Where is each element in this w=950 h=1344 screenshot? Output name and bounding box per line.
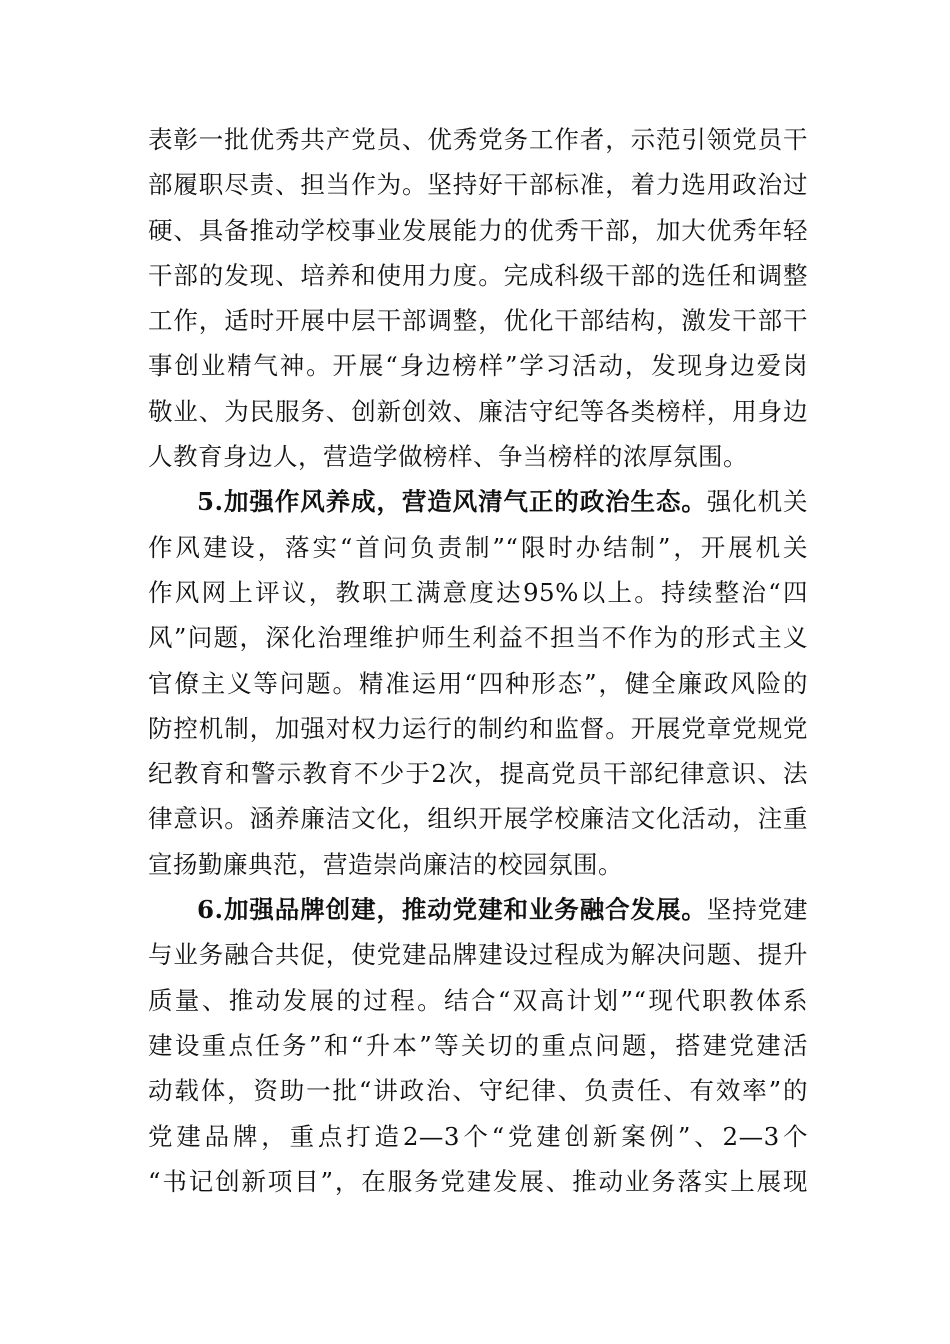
text-line	[148, 117, 808, 162]
body-text: 作风网上评议，教职工满意度达95%以上。持续整治“四	[148, 577, 808, 607]
body-text: 党建品牌，重点打造2—3个“党建创新案例”、2—3个	[148, 1121, 808, 1151]
text-line	[148, 661, 808, 706]
text-line	[148, 298, 808, 343]
body-text: 硬、具备推动学校事业发展能力的优秀干部，加大优秀年轻	[148, 215, 808, 245]
text-line	[148, 1159, 808, 1204]
body-text: 敬业、为民服务、创新创效、廉洁守纪等各类榜样，用身边	[148, 396, 808, 426]
body-text: 表彰一批优秀共产党员、优秀党务工作者，示范引领党员干	[148, 125, 808, 154]
body-text: 质量、推动发展的过程。结合“双高计划”“现代职教体系	[148, 985, 808, 1015]
text-line	[148, 706, 808, 751]
text-line	[148, 796, 808, 841]
body-text: 动载体，资助一批“讲政治、守纪律、负责任、有效率”的	[148, 1076, 808, 1106]
body-text: 官僚主义等问题。精准运用“四种形态”，健全廉政风险的	[148, 668, 808, 698]
body-text: 事创业精气神。开展“身边榜样”学习活动，发现身边爱岗	[148, 351, 808, 381]
body-text: 律意识。涵养廉洁文化，组织开展学校廉洁文化活动，注重	[148, 804, 808, 834]
body-text: 干部的发现、培养和使用力度。完成科级干部的选任和调整	[148, 260, 808, 290]
text-line	[148, 842, 808, 887]
body-text: 防控机制，加强对权力运行的制约和监督。开展党章党规党	[148, 713, 808, 743]
body-text: 宣扬勤廉典范，营造崇尚廉洁的校园氛围。	[148, 849, 623, 879]
body-text: 坚持党建	[706, 895, 808, 925]
text-line	[148, 751, 808, 796]
body-text: 部履职尽责、担当作为。坚持好干部标准，着力选用政治过	[148, 170, 808, 200]
text-line	[148, 208, 808, 253]
body-text: 与业务融合共促，使党建品牌建设过程成为解决问题、提升	[148, 940, 808, 970]
text-line	[148, 253, 808, 298]
text-line	[148, 1068, 808, 1113]
body-text: 风”问题，深化治理维护师生利益不担当不作为的形式主义	[148, 623, 808, 653]
text-line	[148, 932, 808, 977]
text-line	[148, 615, 808, 660]
body-text: 作风建设，落实“首问负责制”“限时办结制”，开展机关	[148, 532, 808, 562]
text-line	[148, 978, 808, 1023]
text-line	[148, 434, 808, 479]
text-line	[148, 389, 808, 434]
section-heading: 5.加强作风养成，营造风清气正的政治生态。	[197, 487, 707, 517]
body-text: 建设重点任务”和“升本”等关切的重点问题，搭建党建活	[148, 1030, 808, 1060]
body-text: 纪教育和警示教育不少于2次，提高党员干部纪律意识、法	[148, 759, 808, 789]
section-heading: 6.加强品牌创建，推动党建和业务融合发展。	[197, 895, 707, 925]
text-line	[148, 1023, 808, 1068]
text-line	[148, 525, 808, 570]
body-text: “书记创新项目”，在服务党建发展、推动业务落实上展现	[148, 1166, 808, 1196]
body-text: 工作，适时开展中层干部调整，优化干部结构，激发干部干	[148, 306, 808, 336]
document-body	[148, 117, 808, 1204]
text-line	[148, 570, 808, 615]
document-page	[148, 117, 808, 1204]
body-text: 强化机关	[706, 487, 808, 517]
text-line	[148, 479, 808, 524]
text-line	[148, 1114, 808, 1159]
text-line	[148, 343, 808, 388]
body-text: 人教育身边人，营造学做榜样、争当榜样的浓厚氛围。	[148, 442, 748, 472]
text-line	[148, 887, 808, 932]
text-line	[148, 162, 808, 207]
